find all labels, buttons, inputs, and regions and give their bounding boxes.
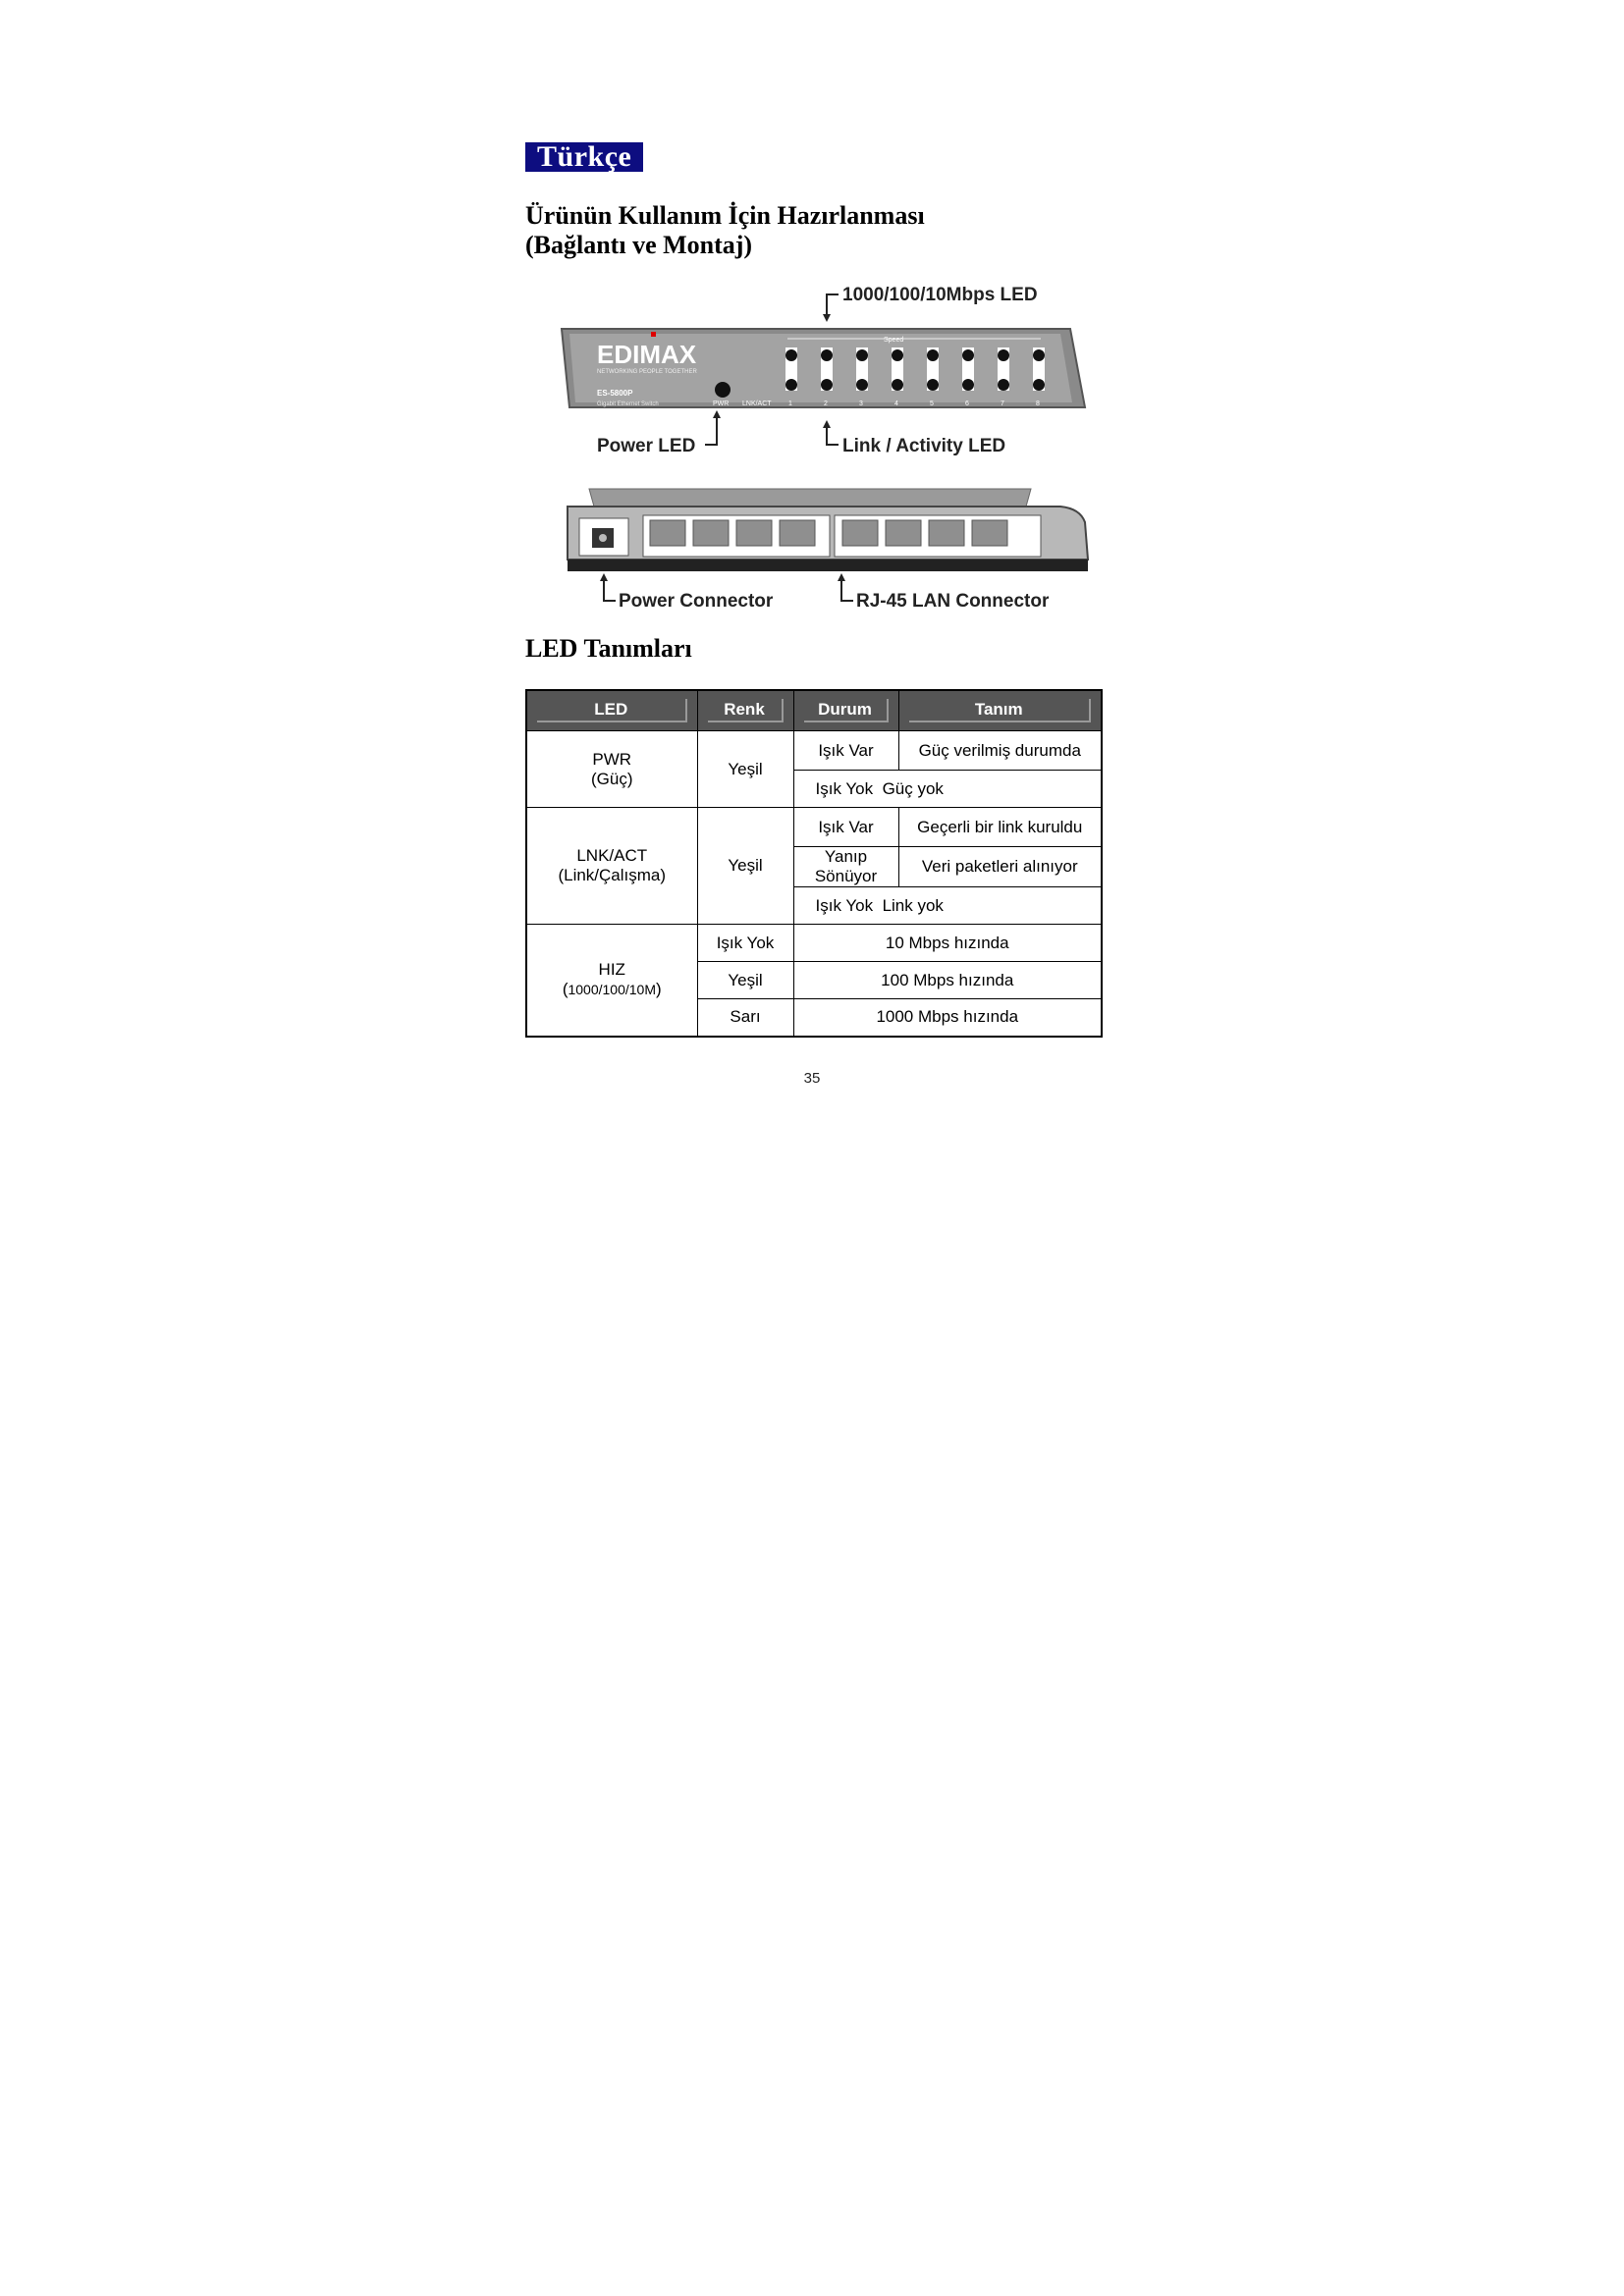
- led-lnk: LNK/ACT (Link/Çalışma): [526, 808, 697, 925]
- desc-cell: Veri paketleri alınıyor: [898, 847, 1102, 887]
- model-description: Gigabit Ethernet Switch: [597, 401, 659, 407]
- model-name: ES-5800P: [597, 389, 633, 398]
- rear-base: [568, 560, 1088, 571]
- state-desc-cell: Işık Yok Link yok: [793, 887, 1102, 925]
- port-number: 6: [965, 400, 969, 407]
- port-number: 4: [894, 400, 898, 407]
- table-row: [526, 731, 1102, 771]
- page-subtitle: (Bağlantı ve Montaj): [525, 231, 753, 259]
- switch-illustration: [550, 265, 1100, 618]
- header-led: LED: [526, 690, 697, 731]
- desc-cell: Geçerli bir link kuruldu: [898, 808, 1102, 847]
- state-cell: Işık Var: [793, 731, 898, 771]
- state-cell: Yanıp Sönüyor: [793, 847, 898, 887]
- led-speed: HIZ (1000/100/10M): [526, 925, 697, 1037]
- desc-cell: 10 Mbps hızında: [793, 925, 1102, 962]
- desc-cell: Güç verilmiş durumda: [898, 731, 1102, 771]
- page-number: 35: [803, 1070, 821, 1087]
- speed-label: Speed: [884, 337, 904, 344]
- led-pwr: PWR (Güç): [526, 731, 697, 808]
- pwr-label: PWR: [713, 400, 730, 407]
- logo-dot: [651, 332, 656, 337]
- rj45-callout: RJ-45 LAN Connector: [856, 591, 1050, 612]
- rear-top: [589, 489, 1031, 507]
- led-section-title: LED Tanımları: [525, 634, 692, 663]
- switch-diagram: [550, 265, 1100, 618]
- table-row: [526, 808, 1102, 847]
- header-renk: Renk: [697, 690, 793, 731]
- power-connector-callout: Power Connector: [619, 591, 774, 612]
- speed-led-callout: 1000/100/10Mbps LED: [842, 285, 1038, 305]
- header-tanim: Tanım: [898, 690, 1102, 731]
- desc-cell: 1000 Mbps hızında: [793, 999, 1102, 1037]
- power-led-callout: Power LED: [597, 436, 696, 456]
- link-led-callout: Link / Activity LED: [842, 436, 1006, 456]
- port-number: 2: [824, 400, 828, 407]
- brand-tagline: NETWORKING PEOPLE TOGETHER: [597, 369, 697, 375]
- lnk-label: LNK/ACT: [742, 400, 772, 407]
- language-badge: Türkçe: [525, 142, 643, 172]
- brand-logo: EDIMAX: [597, 340, 697, 369]
- port-number: 1: [788, 400, 792, 407]
- color-lnk: Yeşil: [697, 808, 793, 925]
- port-number: 7: [1001, 400, 1004, 407]
- color-cell: Işık Yok: [697, 925, 793, 962]
- header-durum: Durum: [793, 690, 898, 731]
- color-pwr: Yeşil: [697, 731, 793, 808]
- port-number: 5: [930, 400, 934, 407]
- power-led-dot: [715, 382, 731, 398]
- state-cell: Işık Var: [793, 808, 898, 847]
- led-table: [525, 689, 1103, 1038]
- color-cell: Yeşil: [697, 962, 793, 999]
- state-desc-cell: Işık Yok Güç yok: [793, 771, 1102, 808]
- desc-cell: 100 Mbps hızında: [793, 962, 1102, 999]
- color-cell: Sarı: [697, 999, 793, 1037]
- port-number: 8: [1036, 400, 1040, 407]
- table-row: [526, 925, 1102, 962]
- table-header-row: [526, 690, 1102, 731]
- port-number: 3: [859, 400, 863, 407]
- page-title: Ürünün Kullanım İçin Hazırlanması: [525, 201, 925, 230]
